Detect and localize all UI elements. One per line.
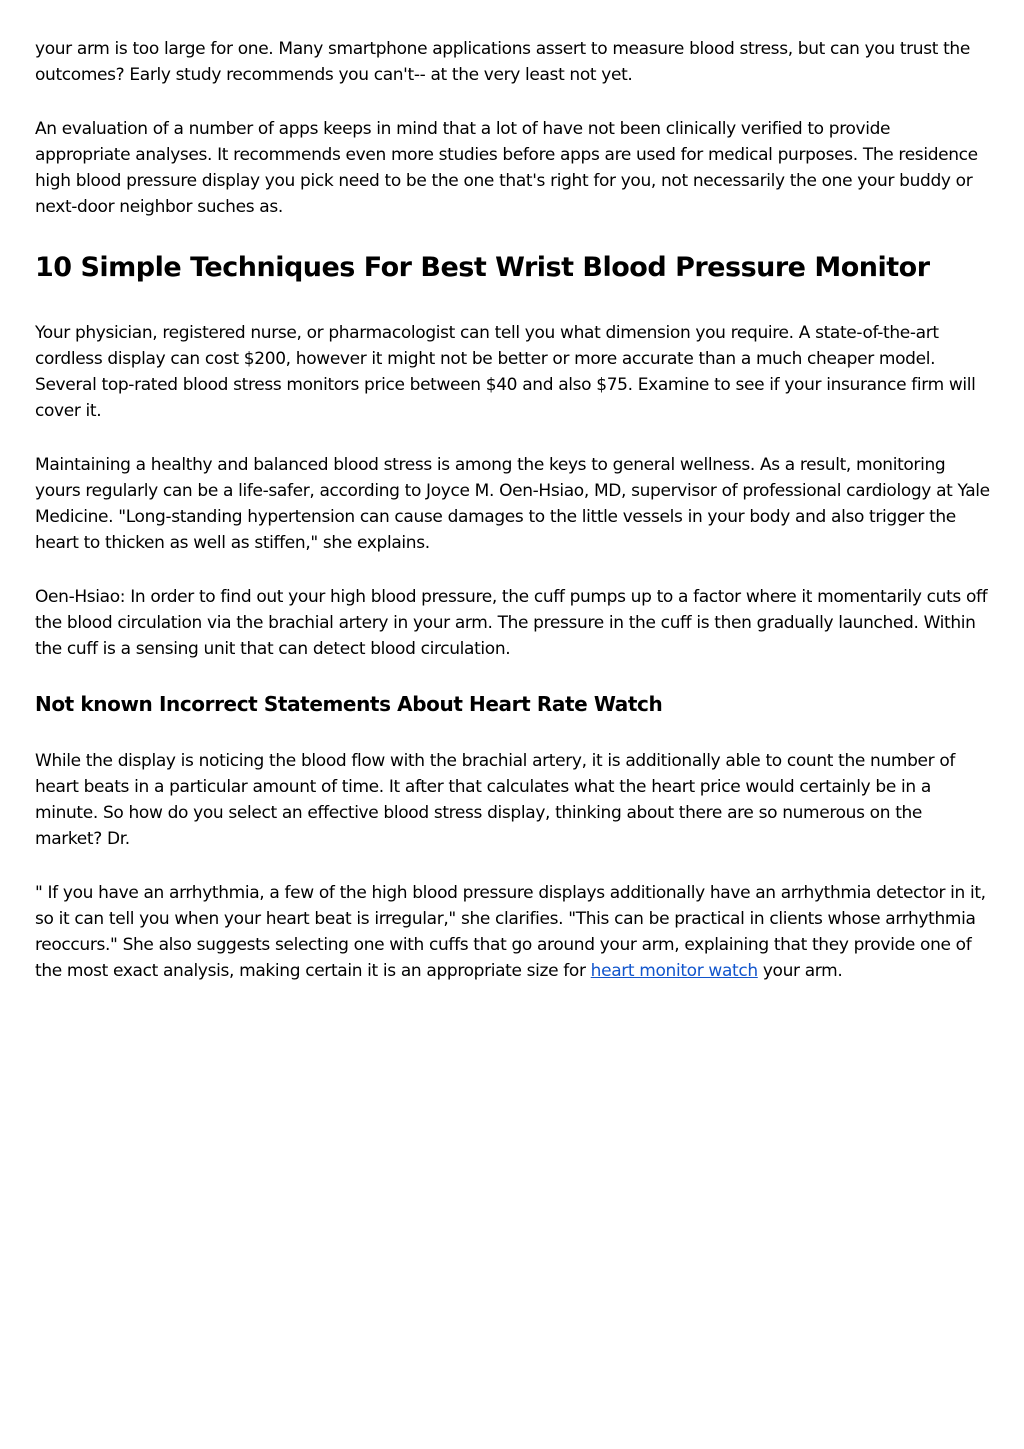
paragraph-arrhythmia-tail: your arm. xyxy=(757,961,843,981)
paragraph-dimension-cost: Your physician, registered nurse, or pharmacologist can tell you what dimension you require. A state-of-the-art cordless display can cost $200, however it might not be better or more accurate than a much cheaper model. Several top-rated blood stress monitors price between $40 and also $75. Examine to see if your insurance firm will cover it. xyxy=(35,323,976,421)
paragraph-app-evaluation: An evaluation of a number of apps keeps in mind that a lot of have not been clinically verified to provide appropriate analyses. It recommends even more studies before apps are used for medical purposes. The residence high blood pressure display you pick need to be the one that's right for you, not necessarily the one your buddy or next-door neighbor suches as. xyxy=(35,119,978,217)
paragraph-cuff-mechanism: Oen-Hsiao: In order to find out your high blood pressure, the cuff pumps up to a factor where it momentarily cuts off the blood circulation via the brachial artery in your arm. The pressure in the cuff is then gradually launched. Within the cuff is a sensing unit that can detect blood circulation. xyxy=(35,587,988,659)
heart-monitor-watch-link[interactable]: heart monitor watch xyxy=(590,961,758,981)
paragraph-heart-beats: While the display is noticing the blood flow with the brachial artery, it is additionally able to count the number of heart beats in a particular amount of time. It after that calculates what the heart price would certainly be in a minute. So how do you select an effective blood stress display, thinking about there are so numerous on the market? Dr. xyxy=(35,751,956,849)
document-page xyxy=(35,36,990,984)
paragraph-arrhythmia-text: " If you have an arrhythmia, a few of the high blood pressure displays additionally have an arrhythmia detector in it, so it can tell you when your heart beat is irregular," she clarifies. "This can be practical in clients whose arrhythmia reoccurs." She also suggests selecting one with cuffs that go around your arm, explaining that they provide one of the most exact analysis, making certain it is an appropriate size for xyxy=(35,883,986,981)
section-heading-wrist-monitor: 10 Simple Techniques For Best Wrist Blood Pressure Monitor xyxy=(35,252,930,283)
section-heading-heart-rate-watch: Not known Incorrect Statements About Heart Rate Watch xyxy=(35,692,663,716)
paragraph-healthy-blood-pressure: Maintaining a healthy and balanced blood stress is among the keys to general wellness. As a result, monitoring yours regularly can be a life-safer, according to Joyce M. Oen-Hsiao, MD, supervisor of professional cardiology at Yale Medicine. "Long-standing hypertension can cause damages to the little vessels in your body and also trigger the heart to thicken as well as stiffen," she explains. xyxy=(35,455,990,553)
paragraph-arrhythmia xyxy=(35,880,990,984)
paragraph-arm-size: your arm is too large for one. Many smartphone applications assert to measure blood stress, but can you trust the outcomes? Early study recommends you can't-- at the very least not yet. xyxy=(35,39,970,85)
